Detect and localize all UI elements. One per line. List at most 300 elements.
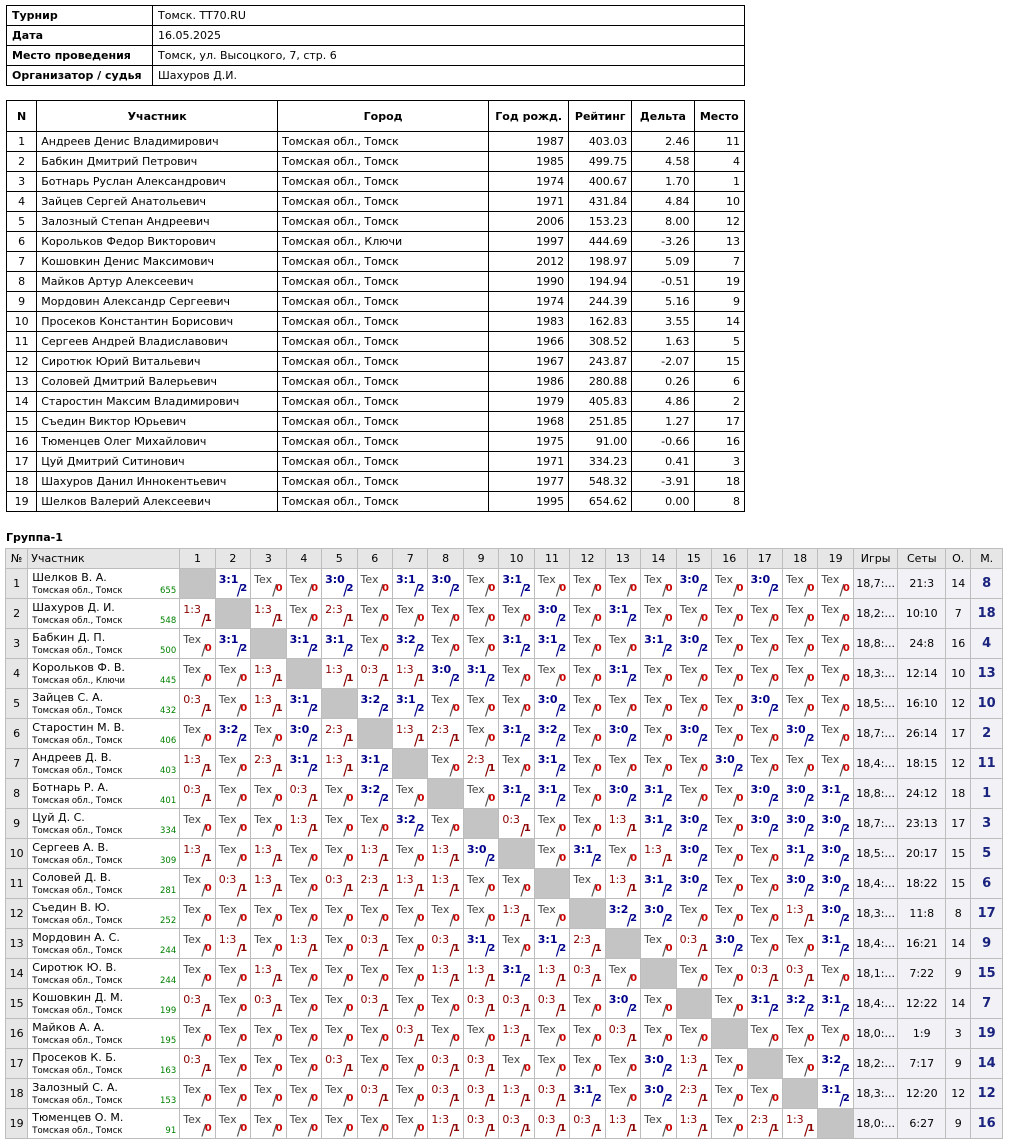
match-points: 0 [736, 883, 744, 894]
match-points: 1 [523, 1003, 531, 1014]
match-result-cell [782, 839, 817, 869]
match-result-cell [818, 599, 853, 629]
match-score: 3:1 [821, 1083, 842, 1096]
slash-divider: / [272, 851, 278, 869]
slash-divider: / [307, 1091, 313, 1109]
match-result-cell [782, 629, 817, 659]
match-score: 3:0 [715, 753, 735, 766]
participant-cell: -3.26 [632, 232, 694, 252]
match-result-cell [392, 899, 427, 929]
match-result-cell [286, 749, 321, 779]
match-score: 0:3 [466, 1053, 485, 1066]
slash-divider: / [449, 881, 455, 899]
points-cell: 9 [946, 959, 971, 989]
match-points: 0 [311, 1123, 319, 1134]
slash-divider: / [201, 1031, 207, 1049]
participant-city: Томская обл., Томск [32, 1096, 123, 1106]
participant-cell: Зайцев Сергей Анатольевич [37, 192, 278, 212]
match-score: Tex [715, 663, 733, 676]
match-points: 0 [488, 583, 496, 594]
match-result-cell [286, 839, 321, 869]
match-score: Tex [821, 693, 840, 706]
slash-divider: / [484, 701, 490, 719]
crosstable-header: 15 [676, 549, 711, 569]
match-result-cell [392, 719, 427, 749]
match-points: 0 [594, 583, 602, 594]
participant-cell: 7 [7, 252, 37, 272]
match-points: 2 [665, 1063, 673, 1074]
slash-divider: / [378, 1031, 384, 1049]
participant-city: Томская обл., Томск [32, 796, 123, 806]
match-score: 1:3 [254, 603, 272, 616]
match-result-cell [392, 809, 427, 839]
participant-name: Мордовин А. С. [32, 931, 120, 944]
match-points: 2 [488, 853, 496, 864]
participant-row [7, 412, 745, 432]
match-points: 0 [701, 613, 709, 624]
participant-cell: Шелков Валерий Алексеевич [37, 492, 278, 512]
slash-divider: / [803, 821, 810, 839]
match-points: 1 [417, 883, 425, 894]
participant-cell: 1997 [489, 232, 569, 252]
crosstable-header: 2 [215, 549, 250, 569]
match-score: Tex [218, 1083, 237, 1096]
match-points: 0 [240, 763, 248, 774]
match-points: 0 [594, 613, 602, 624]
slash-divider: / [449, 971, 455, 989]
match-score: Tex [608, 1053, 627, 1066]
match-points: 1 [452, 1093, 460, 1104]
match-points: 0 [452, 703, 460, 714]
match-result-cell [570, 779, 605, 809]
slash-divider: / [449, 1001, 455, 1019]
slash-divider: / [449, 731, 455, 749]
match-points: 0 [346, 1003, 354, 1014]
slash-divider: / [555, 821, 561, 839]
match-result-cell [322, 749, 357, 779]
match-points: 1 [275, 763, 283, 774]
match-score: 1:3 [785, 1113, 804, 1126]
sets-cell: 24:8 [898, 629, 946, 659]
match-result-cell [570, 869, 605, 899]
match-points: 0 [630, 583, 638, 594]
row-number: 8 [6, 779, 28, 809]
slash-divider: / [201, 701, 207, 719]
participant-cell: 198.97 [569, 252, 632, 272]
games-cell: 18,3:... [853, 1079, 898, 1109]
match-result-cell [782, 959, 817, 989]
match-result-cell [251, 719, 286, 749]
slash-divider: / [591, 851, 597, 869]
match-result-cell [676, 1109, 711, 1139]
match-result-cell [322, 1079, 357, 1109]
match-result-cell [605, 1019, 640, 1049]
participant-cell: 405.83 [569, 392, 632, 412]
match-points: 0 [523, 673, 531, 684]
slash-divider: / [343, 1091, 349, 1109]
match-result-cell [251, 599, 286, 629]
row-number: 14 [6, 959, 28, 989]
match-result-cell [570, 659, 605, 689]
slash-divider: / [803, 1031, 810, 1049]
match-score: Tex [254, 1023, 273, 1036]
match-result-cell [428, 899, 463, 929]
participant-city: Томская обл., Томск [32, 586, 123, 596]
match-points: 0 [665, 613, 673, 624]
slash-divider: / [803, 581, 810, 599]
slash-divider: / [449, 1061, 455, 1079]
match-points: 0 [807, 673, 815, 684]
points-cell: 14 [946, 989, 971, 1019]
match-score: 3:0 [679, 723, 700, 736]
match-points: 0 [665, 1033, 673, 1044]
participant-city: Томская обл., Томск [32, 736, 123, 746]
participant-cell: -2.07 [632, 352, 694, 372]
match-result-cell [818, 569, 853, 599]
match-result-cell [676, 749, 711, 779]
match-result-cell [676, 869, 711, 899]
match-points: 1 [452, 733, 460, 744]
match-result-cell [818, 1049, 853, 1079]
match-score: Tex [785, 933, 804, 946]
match-points: 0 [665, 1003, 673, 1014]
match-points: 0 [488, 733, 496, 744]
match-result-cell [322, 779, 357, 809]
sets-cell: 24:12 [898, 779, 946, 809]
slash-divider: / [520, 611, 526, 629]
match-score: Tex [289, 903, 308, 916]
match-score: 0:3 [431, 1053, 450, 1066]
match-points: 1 [807, 973, 815, 984]
match-score: 0:3 [218, 873, 237, 886]
match-result-cell [215, 989, 250, 1019]
match-score: Tex [395, 603, 414, 616]
match-points: 0 [523, 763, 531, 774]
match-score: Tex [573, 663, 592, 676]
match-score: 0:3 [785, 963, 804, 976]
match-result-cell [570, 599, 605, 629]
match-result-cell [251, 1019, 286, 1049]
match-result-cell [251, 1079, 286, 1109]
match-result-cell [357, 869, 392, 899]
match-score: Tex [395, 903, 414, 916]
match-result-cell [782, 869, 817, 899]
participant-cell: Сергеев Андрей Владиславович [37, 332, 278, 352]
participant-row [7, 232, 745, 252]
slash-divider: / [733, 1121, 739, 1139]
match-score: Tex [254, 723, 273, 736]
match-score: 3:1 [821, 933, 842, 946]
match-result-cell [676, 629, 711, 659]
slash-divider: / [697, 761, 703, 779]
match-score: Tex [183, 1023, 202, 1036]
participant-cell: Томская обл., Томск [278, 472, 489, 492]
match-score: Tex [715, 1053, 733, 1066]
match-score: Tex [431, 813, 450, 826]
match-score: 0:3 [573, 963, 591, 976]
slash-divider: / [591, 731, 597, 749]
match-points: 0 [382, 613, 389, 624]
match-points: 0 [346, 1123, 354, 1134]
slash-divider: / [272, 1121, 278, 1139]
match-points: 1 [488, 973, 496, 984]
match-points: 1 [523, 1033, 531, 1044]
slash-divider: / [803, 881, 810, 899]
match-result-cell [605, 1079, 640, 1109]
match-points: 0 [204, 973, 212, 984]
match-points: 0 [240, 823, 248, 834]
crosstable-header: 12 [570, 549, 605, 569]
slash-divider: / [697, 1091, 703, 1109]
participant-cell [28, 1019, 180, 1049]
slash-divider: / [413, 1001, 420, 1019]
match-result-cell [499, 779, 534, 809]
match-points: 2 [346, 583, 354, 594]
match-points: 0 [594, 1003, 602, 1014]
slash-divider: / [555, 671, 561, 689]
match-score: Tex [395, 1083, 414, 1096]
slash-divider: / [839, 1061, 845, 1079]
place-cell: 15 [971, 959, 1003, 989]
slash-divider: / [201, 671, 207, 689]
slash-divider: / [236, 1031, 242, 1049]
participant-cell: 1971 [489, 192, 569, 212]
match-points: 1 [382, 853, 389, 864]
match-result-cell [357, 659, 392, 689]
match-points: 0 [275, 1093, 283, 1104]
match-score: Tex [785, 603, 804, 616]
participant-cell: Томская обл., Томск [278, 352, 489, 372]
match-score: Tex [289, 1053, 308, 1066]
match-points: 1 [204, 763, 212, 774]
match-result-cell [747, 749, 782, 779]
slash-divider: / [555, 1031, 561, 1049]
match-points: 1 [630, 1123, 638, 1134]
slash-divider: / [803, 971, 810, 989]
match-score: 0:3 [608, 1023, 627, 1036]
match-score: 0:3 [183, 783, 201, 796]
match-score: Tex [289, 1023, 308, 1036]
match-points: 2 [842, 793, 850, 804]
crosstable-header: 3 [251, 549, 286, 569]
participant-cell: 12 [7, 352, 37, 372]
match-points: 0 [665, 763, 673, 774]
slash-divider: / [697, 1121, 703, 1139]
match-points: 2 [665, 883, 673, 894]
participant-name: Сергеев А. В. [32, 841, 109, 854]
slash-divider: / [449, 821, 455, 839]
match-points: 1 [488, 1093, 496, 1104]
participant-row [7, 352, 745, 372]
match-points: 1 [204, 1003, 212, 1014]
match-points: 0 [240, 1003, 248, 1014]
participant-cell: Андреев Денис Владимирович [37, 132, 278, 152]
slash-divider: / [484, 1121, 490, 1139]
crosstable-header: 7 [392, 549, 427, 569]
crosstable-row [6, 809, 1003, 839]
match-points: 1 [630, 823, 638, 834]
match-result-cell [818, 839, 853, 869]
match-result-cell [641, 779, 676, 809]
participant-cell: Соловей Дмитрий Валерьевич [37, 372, 278, 392]
match-score: 3:1 [360, 753, 381, 766]
match-result-cell [499, 869, 534, 899]
match-score: 3:0 [679, 843, 700, 856]
slash-divider: / [449, 641, 455, 659]
row-number: 12 [6, 899, 28, 929]
participant-cell [28, 629, 180, 659]
match-score: 0:3 [466, 1083, 485, 1096]
info-value: 16.05.2025 [153, 26, 745, 46]
games-cell: 18,4:... [853, 869, 898, 899]
match-result-cell [570, 689, 605, 719]
match-result-cell [180, 719, 215, 749]
match-result-cell [180, 1019, 215, 1049]
match-points: 0 [701, 913, 709, 924]
match-points: 1 [346, 883, 354, 894]
match-points: 0 [807, 583, 815, 594]
participant-city: Томская обл., Томск [32, 946, 123, 956]
match-points: 0 [346, 913, 354, 924]
participant-cell [28, 959, 180, 989]
match-score: 1:3 [183, 603, 201, 616]
match-score: Tex [715, 813, 733, 826]
games-cell: 18,4:... [853, 989, 898, 1019]
slash-divider: / [803, 671, 810, 689]
slash-divider: / [697, 581, 703, 599]
match-score: 0:3 [466, 993, 485, 1006]
match-points: 0 [204, 913, 212, 924]
slash-divider: / [236, 911, 242, 929]
match-result-cell [286, 899, 321, 929]
match-points: 0 [523, 943, 531, 954]
match-points: 1 [559, 1093, 567, 1104]
slash-divider: / [555, 971, 561, 989]
match-score: Tex [573, 723, 592, 736]
info-label: Организатор / судья [7, 66, 153, 86]
participant-cell: -0.51 [632, 272, 694, 292]
participant-name: Андреев Д. В. [32, 751, 112, 764]
match-result-cell [392, 689, 427, 719]
match-points: 0 [594, 703, 602, 714]
match-score: Tex [466, 903, 485, 916]
match-score: Tex [325, 993, 343, 1006]
participant-cell: 1974 [489, 292, 569, 312]
match-score: 1:3 [325, 753, 343, 766]
participant-cell: 6 [694, 372, 744, 392]
match-result-cell [818, 929, 853, 959]
match-result-cell [463, 629, 498, 659]
match-score: Tex [573, 1023, 592, 1036]
match-points: 0 [346, 1093, 354, 1104]
match-points: 0 [382, 583, 389, 594]
match-points: 0 [771, 733, 779, 744]
slash-divider: / [343, 731, 349, 749]
participant-cell: Томская обл., Томск [278, 292, 489, 312]
match-points: 0 [488, 883, 496, 894]
match-points: 0 [701, 673, 709, 684]
participant-cell: 1967 [489, 352, 569, 372]
match-points: 0 [665, 733, 673, 744]
match-score: Tex [466, 723, 485, 736]
match-points: 1 [771, 1123, 779, 1134]
match-result-cell [534, 629, 569, 659]
slash-divider: / [449, 911, 455, 929]
match-score: Tex [254, 1083, 273, 1096]
participant-cell: 9 [7, 292, 37, 312]
slash-divider: / [839, 641, 845, 659]
slash-divider: / [733, 971, 739, 989]
diagonal-cell [818, 1109, 853, 1139]
participant-cell [28, 689, 180, 719]
match-score: Tex [573, 753, 592, 766]
participant-cell [28, 1049, 180, 1079]
match-result-cell [357, 989, 392, 1019]
slash-divider: / [555, 761, 561, 779]
slash-divider: / [307, 1121, 313, 1139]
participant-cell: 5 [7, 212, 37, 232]
tournament-info-table [6, 5, 745, 86]
match-points: 0 [736, 703, 744, 714]
crosstable-row [6, 659, 1003, 689]
match-points: 2 [559, 793, 567, 804]
match-score: Tex [785, 633, 804, 646]
slash-divider: / [272, 791, 278, 809]
slash-divider: / [201, 971, 207, 989]
slash-divider: / [697, 881, 703, 899]
match-points: 2 [665, 1093, 673, 1104]
slash-divider: / [839, 911, 845, 929]
match-points: 0 [736, 673, 744, 684]
slash-divider: / [626, 971, 632, 989]
participant-cell: 8 [7, 272, 37, 292]
match-points: 2 [523, 643, 531, 654]
match-points: 1 [665, 853, 673, 864]
match-result-cell [428, 569, 463, 599]
match-result-cell [499, 659, 534, 689]
match-result-cell [499, 1079, 534, 1109]
match-result-cell [605, 989, 640, 1019]
match-result-cell [428, 1019, 463, 1049]
match-points: 0 [771, 883, 779, 894]
slash-divider: / [803, 1121, 810, 1139]
match-result-cell [818, 749, 853, 779]
slash-divider: / [449, 851, 455, 869]
match-score: 0:3 [573, 1113, 591, 1126]
participant-cell: 431.84 [569, 192, 632, 212]
match-points: 0 [736, 1003, 744, 1014]
slash-divider: / [484, 581, 490, 599]
participant-row [7, 132, 745, 152]
match-result-cell [605, 1049, 640, 1079]
participant-cell: Тюменцев Олег Михайлович [37, 432, 278, 452]
match-points: 1 [275, 613, 283, 624]
match-score: Tex [644, 1023, 663, 1036]
slash-divider: / [520, 1031, 526, 1049]
match-result-cell [712, 839, 747, 869]
match-points: 1 [382, 943, 389, 954]
match-score: 3:0 [325, 573, 345, 586]
match-result-cell [570, 1049, 605, 1079]
participant-cell: Шахуров Данил Иннокентьевич [37, 472, 278, 492]
match-score: Tex [821, 573, 840, 586]
match-score: Tex [537, 573, 556, 586]
participant-city: Томская обл., Томск [32, 1126, 123, 1136]
match-score: Tex [644, 663, 663, 676]
participant-cell [28, 809, 180, 839]
participant-cell: 1975 [489, 432, 569, 452]
match-result-cell [499, 809, 534, 839]
